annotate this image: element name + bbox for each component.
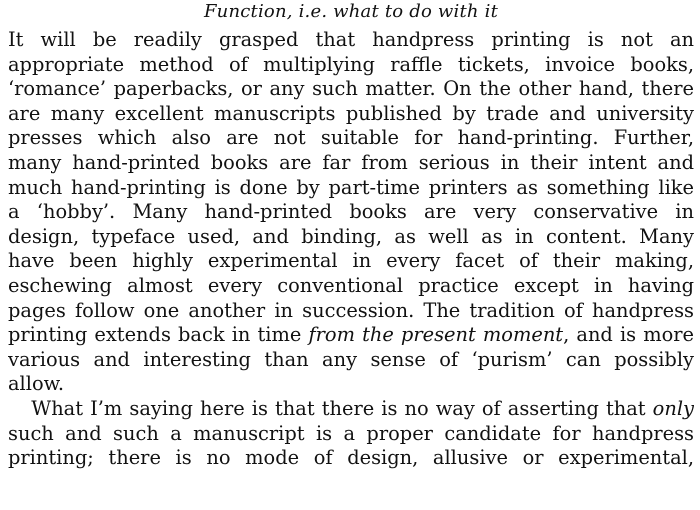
text-line	[8, 323, 694, 348]
paragraph-1	[8, 28, 694, 397]
text-line: much hand-printing is done by part-time printers as something like	[8, 175, 694, 199]
text-run: , and is more	[563, 323, 694, 347]
text-run: printing extends back in time	[8, 323, 309, 347]
italic-word: only	[652, 396, 694, 420]
text-line: pages follow one another in succession. The tradition of handpress	[8, 298, 694, 322]
text-line: appropriate method of multiplying raffle tickets, invoice books,	[8, 52, 694, 76]
text-line: such and such a manuscript is a proper candidate for handpress	[8, 421, 694, 445]
text-line: a ‘hobby’. Many hand-printed books are very conservative in	[8, 200, 694, 224]
text-line: ‘romance’ paperbacks, or any such matter. On the other hand, there	[8, 77, 694, 101]
text-line: have been highly experimental in every facet of their making,	[8, 249, 694, 273]
text-line: allow.	[8, 372, 65, 396]
text-run: What I’m saying here is that there is no way of asserting that	[31, 396, 653, 420]
running-head: Function, i.e. what to do with it	[203, 1, 499, 22]
text-line: various and interesting than any sense of ‘purism’ can possibly	[8, 347, 694, 371]
text-line: eschewing almost every conventional practice except in having	[8, 273, 694, 297]
text-line: many hand-printed books are far from serious in their intent and	[8, 150, 694, 174]
italic-phrase: from the present moment	[308, 323, 564, 347]
text-line: design, typeface used, and binding, as well as in content. Many	[8, 224, 694, 248]
book-page	[8, 0, 694, 471]
text-line: are many excellent manuscripts published by trade and university	[8, 101, 694, 125]
text-line	[8, 397, 694, 422]
text-line: presses which also are not suitable for hand-printing. Further,	[8, 126, 694, 150]
text-line: printing; there is no mode of design, allusive or experimental,	[8, 446, 694, 470]
text-line: It will be readily grasped that handpress printing is not an	[8, 28, 694, 51]
paragraph-2	[8, 397, 694, 471]
